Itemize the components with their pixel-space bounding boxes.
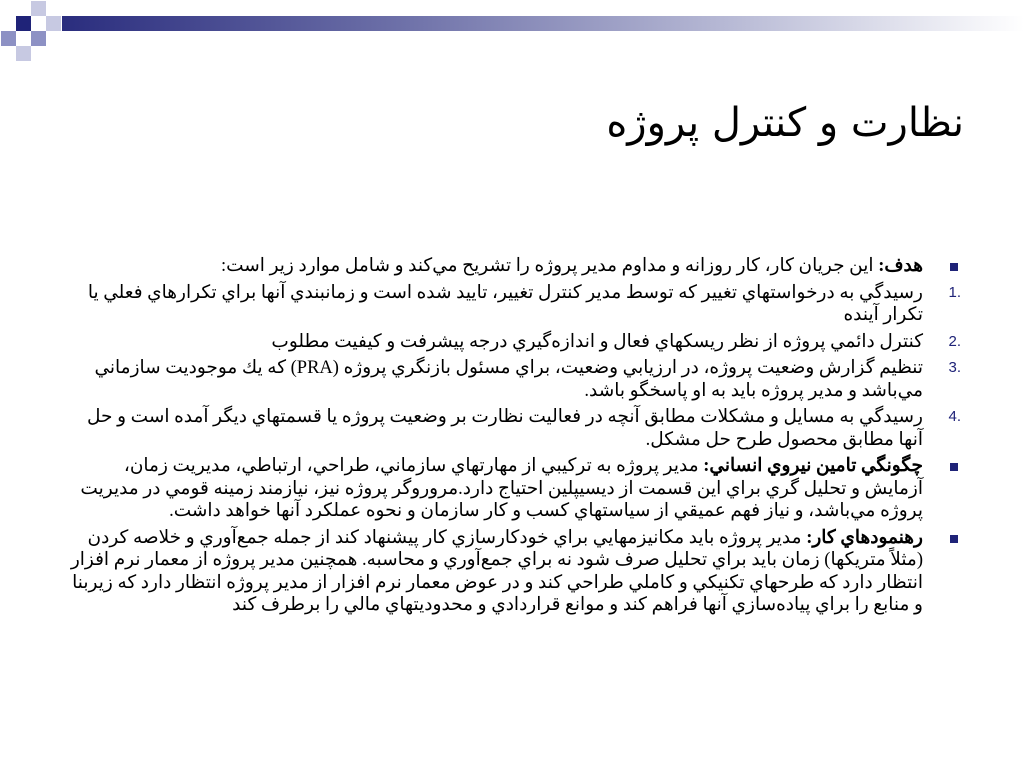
- numbered-item: [61, 331, 961, 354]
- item-text: اين جريان كار، كار روزانه و مداوم مدير پروژه را تشريح مي‌كند و شامل موارد زير است:: [221, 256, 879, 276]
- item-text: رسيدگي به درخواستهاي تغيير كه توسط مدير كنترل تغيير، تاييد شده است و زمانبندي آنها براي تكرارهاي فعلي يا تكرار آينده: [87, 282, 923, 325]
- square-bullet-icon: [950, 463, 958, 471]
- numbered-item: [61, 282, 961, 327]
- square-bullet-icon: [950, 263, 958, 271]
- slide-title: نظارت و کنترل پروژه: [606, 100, 964, 146]
- bullet-item: [61, 455, 961, 523]
- square-bullet-icon: [950, 535, 958, 543]
- bullet-item: [61, 527, 961, 617]
- item-text: رسيدگي به مسايل و مشكلات مطابق آنچه در فعاليت نظارت بر وضعيت پروژه يا قسمتهاي ديگر آمده است و حل آنها مطابق محصول طرح حل مشكل.: [87, 407, 923, 450]
- decor-square: [31, 31, 46, 46]
- decor-square: [16, 16, 31, 31]
- item-text: كنترل دائمي پروژه از نظر ريسكهاي فعال و اندازه‌گيري درجه پيشرفت و كيفيت مطلوب: [271, 331, 923, 352]
- decor-square: [1, 31, 16, 46]
- item-number: 4.: [948, 408, 961, 425]
- item-number: 2.: [948, 332, 961, 350]
- decor-square: [46, 16, 61, 31]
- header-gradient-bar: [62, 16, 1024, 31]
- item-text: تنظيم گزارش وضعيت پروژه، در ارزيابي وضعيت، براي مسئول بازنگري پروژه (PRA) كه يك موجوديت سازماني مي‌باشد و مدير پروژه بايد به او پاسخگو باشد.: [94, 358, 923, 401]
- decor-square: [31, 1, 46, 16]
- slide-body: [61, 255, 961, 621]
- numbered-item: [61, 357, 961, 402]
- item-label: چگونگي تامين نيروي انساني:: [703, 456, 923, 476]
- item-label: هدف:: [878, 256, 923, 276]
- item-number: 3.: [948, 359, 961, 376]
- item-text: مدير پروژه بايد مكانيزمهايي براي خودكارسازي كار پيشنهاد كند از جمله جمع‌آوري و خلاصه كردن (مثلاً متريكها) زمان بايد براي تحليل صرف شود نه براي جمع‌آوري و محاسبه. همچنين مدير پروژه از معمار نرم افزار انتظار دارد كه طرحهاي تكنيكي و كاملي طراحي كند و در عوض معمار نرم افزار از مدير پروژه انتظار دارد كه زيربنا و منابع را براي پياده‌سازي آنها فراهم كند و موانع قراردادي و محدوديتهاي مالي را برطرف كند: [70, 527, 923, 615]
- decor-square: [16, 46, 31, 61]
- item-label: رهنمودهاي كار:: [806, 527, 923, 548]
- item-text: مدير پروژه به تركيبي از مهارتهاي سازماني، طراحي، ارتباطي، مديريت زمان، آزمايش و تحليل گري براي اين قسمت از ديسيپلين احتياج دارد.مروروگر پروژه نيز، نيازمند زمينه قومي در مديريت پروژه مي‌باشد، و نياز فهم عميقي از سياستهاي كسب و كار سازمان و نحوه عملكرد آنها خواهد داشت.: [80, 456, 923, 521]
- numbered-item: [61, 406, 961, 451]
- item-number: 1.: [948, 283, 961, 301]
- bullet-item: [61, 255, 961, 278]
